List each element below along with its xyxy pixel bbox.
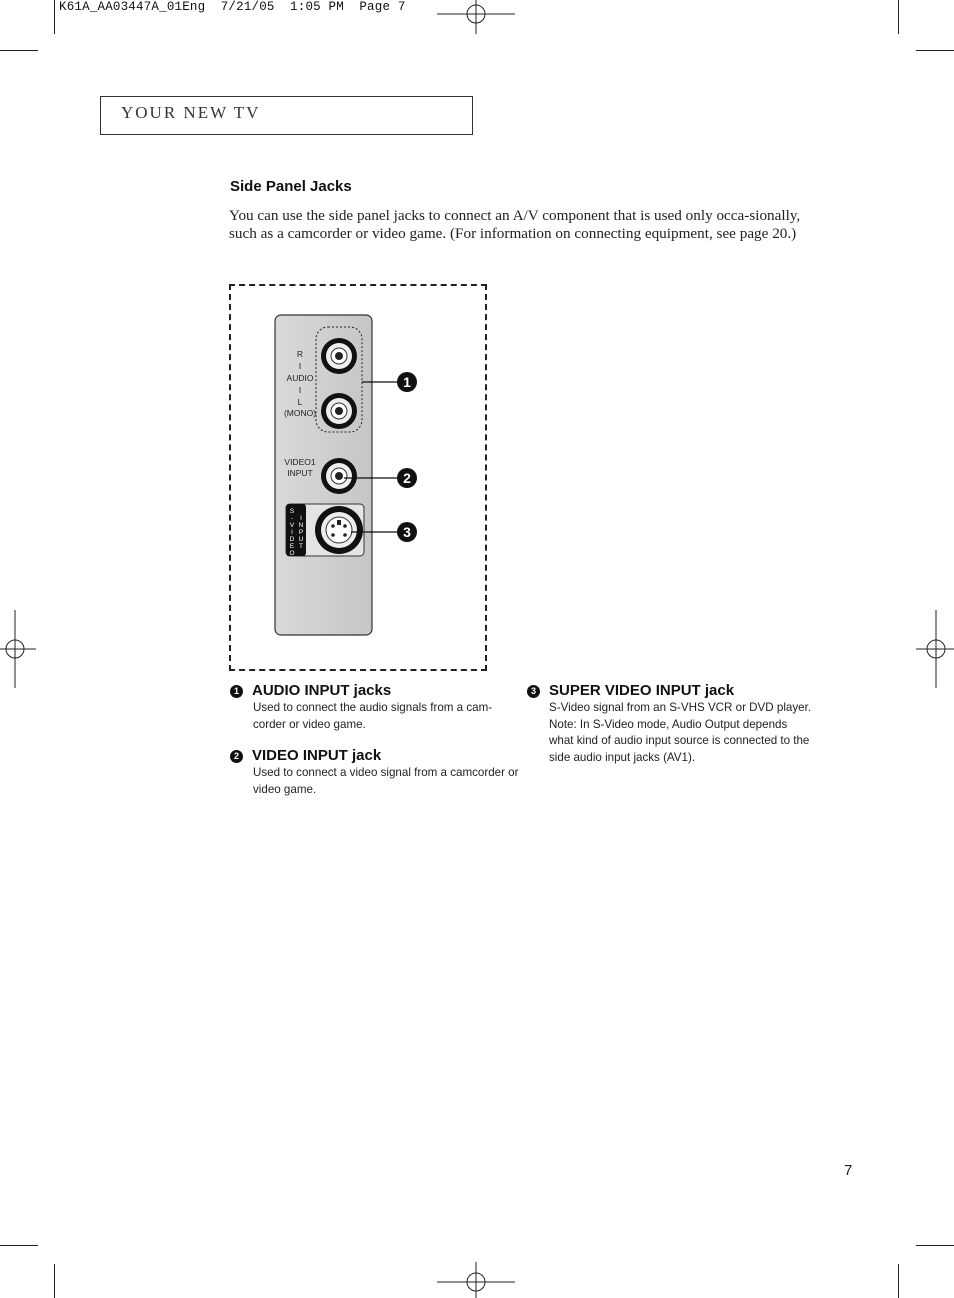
item-title: SUPER VIDEO INPUT jack [549,682,735,699]
svg-text:-: - [290,515,294,522]
callout-1 [397,372,417,392]
printer-slug: K61A_AA03447A_01Eng 7/21/05 1:05 PM Page 7 [59,0,406,14]
svg-text:E: E [289,543,295,550]
svg-text:T: T [299,543,303,550]
page-number: 7 [844,1162,853,1179]
svg-text:I: I [291,529,293,536]
item-super-video-input [527,682,812,766]
item-body: Used to connect a video signal from a camcorder or video game. [253,766,519,796]
svg-text:N: N [298,522,304,529]
label-audio: AUDIO [286,373,314,383]
label-mono: (MONO) [283,408,317,418]
svg-text:2: 2 [403,470,411,486]
callout-3 [397,522,417,542]
section-title [121,103,260,123]
label-video1: VIDEO1 [284,457,316,467]
callout-2 [397,468,417,488]
item-body: Used to connect the audio signals from a cam-corder or video game. [253,701,493,731]
section-title-text: YOUR NEW TV [121,103,261,122]
item-number: 1 [230,685,243,698]
video-input-jack [321,458,357,494]
item-title: VIDEO INPUT jack [252,747,382,764]
page-heading: Side Panel Jacks [230,178,352,195]
label-input: INPUT [287,468,313,478]
svg-text:O: O [289,550,295,557]
svg-text:I: I [298,385,302,395]
label-r: R [296,349,304,359]
intro-paragraph: You can use the side panel jacks to connect an A/V component that is used only occa-sionally, such as a camcorder or video game. (For information on connecting equipment, see page 20.) [229,207,801,242]
audio-l-jack [321,393,357,429]
svideo-jack [315,506,363,554]
svg-text:U: U [298,536,304,543]
item-audio-input [230,682,520,733]
item-number: 3 [527,685,540,698]
side-panel-illustration [229,284,487,672]
svg-text:P: P [298,529,304,536]
item-video-input [230,747,520,798]
label-l: L [297,397,303,407]
svg-text:3: 3 [403,524,411,540]
audio-r-jack [321,338,357,374]
svg-text:I: I [298,361,302,371]
svg-text:I: I [300,515,302,522]
svg-text:S: S [289,508,295,515]
svg-text:1: 1 [403,374,411,390]
svg-text:V: V [289,522,295,529]
item-title: AUDIO INPUT jacks [252,682,392,699]
svg-text:D: D [289,536,295,543]
item-number: 2 [230,750,243,763]
item-body: S-Video signal from an S-VHS VCR or DVD player. Note: In S-Video mode, Audio Output depends what kind of audio input source is connected to the side audio input jacks (AV1). [549,701,812,764]
